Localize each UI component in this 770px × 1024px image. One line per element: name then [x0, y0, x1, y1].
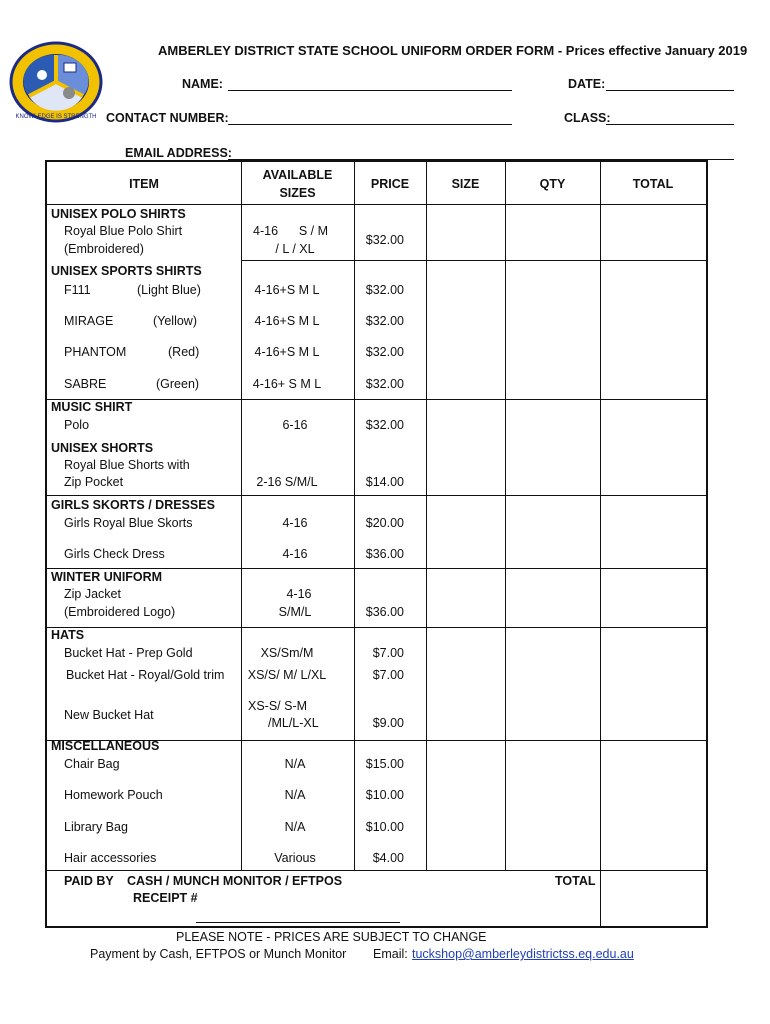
- item-color: (Green): [156, 377, 200, 391]
- header-item: ITEM: [129, 177, 159, 191]
- class-label: CLASS:: [564, 111, 611, 125]
- item-color: (Red): [168, 345, 200, 359]
- item-sizes: 4-16 S / M: [253, 224, 329, 238]
- item-sizes: N/A: [284, 820, 306, 834]
- category-hats: HATS: [51, 628, 85, 642]
- item-name: Royal Blue Polo Shirt: [64, 224, 183, 238]
- item-sizes: XS-S/ S-M: [248, 699, 308, 713]
- item-sizes: 4-16: [286, 587, 312, 601]
- name-label: NAME:: [182, 77, 223, 91]
- item-sizes: /ML/L-XL: [268, 716, 319, 730]
- item-sizes: 4-16+ S M L: [252, 377, 322, 391]
- item-sizes: XS/S/ M/ L/XL: [247, 668, 327, 682]
- form-title: AMBERLEY DISTRICT STATE SCHOOL UNIFORM ORDER FORM - Prices effective January 2019: [158, 43, 748, 58]
- item-sizes: S/M/L: [278, 605, 312, 619]
- item-name: New Bucket Hat: [64, 708, 154, 722]
- item-name: Bucket Hat - Prep Gold: [64, 646, 193, 660]
- name-field[interactable]: [228, 90, 512, 91]
- grand-total-field[interactable]: [601, 871, 706, 926]
- date-field[interactable]: [606, 90, 734, 91]
- email-label: EMAIL ADDRESS:: [125, 146, 232, 160]
- item-name: Girls Royal Blue Skorts: [64, 516, 193, 530]
- item-price: $7.00: [372, 668, 404, 682]
- item-price: $32.00: [365, 314, 404, 328]
- school-logo: [9, 41, 103, 123]
- logo-motto: KNOWLEDGE IS STRENGTH: [15, 114, 97, 120]
- item-price: $10.00: [365, 820, 404, 834]
- item-sizes: 4-16+S M L: [254, 283, 320, 297]
- item-sizes: N/A: [284, 757, 306, 771]
- item-sizes: Various: [274, 851, 316, 865]
- item-price: $36.00: [365, 547, 404, 561]
- category-polo: UNISEX POLO SHIRTS: [51, 207, 186, 221]
- item-sizes: 4-16: [282, 516, 308, 530]
- item-name: Royal Blue Shorts with: [64, 458, 190, 472]
- item-name: SABRE: [64, 377, 107, 391]
- item-name: Library Bag: [64, 820, 128, 834]
- payment-note: Payment by Cash, EFTPOS or Munch Monitor: [90, 947, 347, 961]
- category-winter: WINTER UNIFORM: [51, 570, 163, 584]
- item-sizes: / L / XL: [275, 242, 315, 256]
- item-color: (Yellow): [153, 314, 198, 328]
- item-price: $14.00: [365, 475, 404, 489]
- header-total: TOTAL: [632, 177, 674, 191]
- item-name: (Embroidered): [64, 242, 144, 256]
- receipt-field[interactable]: [196, 922, 400, 923]
- item-name: Chair Bag: [64, 757, 120, 771]
- contact-label: CONTACT NUMBER:: [106, 111, 229, 125]
- item-price: $4.00: [372, 851, 404, 865]
- item-price: $32.00: [365, 418, 404, 432]
- item-price: $7.00: [372, 646, 404, 660]
- category-sports: UNISEX SPORTS SHIRTS: [51, 264, 202, 278]
- item-name: Homework Pouch: [64, 788, 163, 802]
- item-price: $32.00: [365, 377, 404, 391]
- class-field[interactable]: [606, 124, 734, 125]
- category-misc: MISCELLANEOUS: [51, 739, 160, 753]
- item-price: $9.00: [372, 716, 404, 730]
- receipt-label: RECEIPT #: [133, 891, 198, 905]
- payment-methods: CASH / MUNCH MONITOR / EFTPOS: [127, 874, 343, 888]
- item-name: MIRAGE: [64, 314, 114, 328]
- item-price: $32.00: [365, 283, 404, 297]
- item-sizes: XS/Sm/M: [260, 646, 314, 660]
- item-sizes: N/A: [284, 788, 306, 802]
- item-sizes: 2-16 S/M/L: [256, 475, 318, 489]
- item-name: Girls Check Dress: [64, 547, 165, 561]
- category-girls: GIRLS SKORTS / DRESSES: [51, 498, 215, 512]
- header-price: PRICE: [370, 177, 410, 191]
- category-shorts: UNISEX SHORTS: [51, 441, 154, 455]
- item-name: Hair accessories: [64, 851, 157, 865]
- price-note: PLEASE NOTE - PRICES ARE SUBJECT TO CHANGE: [176, 930, 487, 944]
- item-price: $32.00: [365, 233, 404, 247]
- header-sizes-1: AVAILABLE: [262, 168, 333, 182]
- item-name: Zip Jacket: [64, 587, 121, 601]
- item-name: Bucket Hat - Royal/Gold trim: [66, 668, 225, 682]
- item-sizes: 4-16+S M L: [254, 345, 320, 359]
- date-label: DATE:: [568, 77, 606, 91]
- contact-field[interactable]: [228, 124, 512, 125]
- email-link[interactable]: tuckshop@amberleydistrictss.eq.edu.au: [412, 947, 634, 961]
- item-sizes: 4-16+S M L: [254, 314, 320, 328]
- item-name: Zip Pocket: [64, 475, 124, 489]
- header-size: SIZE: [451, 177, 480, 191]
- header-sizes-2: SIZES: [279, 186, 316, 200]
- item-sizes: 4-16: [282, 547, 308, 561]
- paid-by-label: PAID BY: [64, 874, 114, 888]
- item-name: PHANTOM: [64, 345, 127, 359]
- item-price: $36.00: [365, 605, 404, 619]
- item-price: $32.00: [365, 345, 404, 359]
- grand-total-label: TOTAL: [555, 874, 596, 888]
- item-name: F111: [64, 283, 91, 297]
- item-price: $10.00: [365, 788, 404, 802]
- category-music: MUSIC SHIRT: [51, 400, 133, 414]
- item-sizes: 6-16: [282, 418, 308, 432]
- header-qty: QTY: [539, 177, 566, 191]
- item-name: (Embroidered Logo): [64, 605, 176, 619]
- item-price: $20.00: [365, 516, 404, 530]
- item-name: Polo: [64, 418, 90, 432]
- item-color: (Light Blue): [137, 283, 201, 297]
- item-price: $15.00: [365, 757, 404, 771]
- footer-email-label: Email:: [373, 947, 408, 961]
